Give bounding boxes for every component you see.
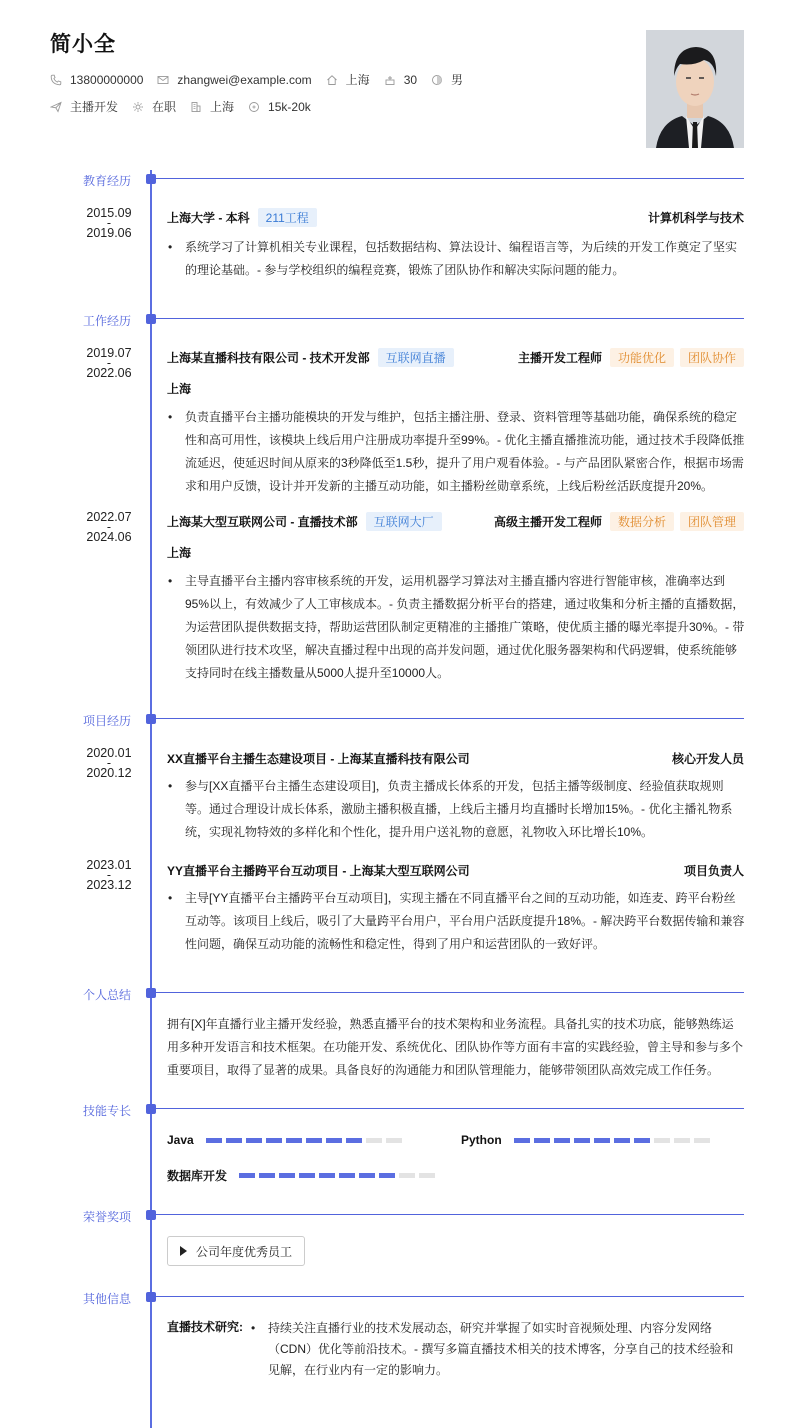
- section-marker: [146, 1292, 156, 1302]
- section-title-work: 工作经历: [83, 314, 132, 328]
- candidate-name: 简小全: [50, 33, 116, 56]
- skill-level-segment: [554, 1138, 570, 1143]
- honor-label: 公司年度优秀员工: [196, 1244, 293, 1259]
- skill-level-segment: [634, 1138, 650, 1143]
- project-header: [167, 750, 744, 767]
- status-value: 在职: [152, 100, 177, 114]
- skill-level-segment: [266, 1138, 282, 1143]
- skill-tag: 功能优化: [610, 348, 674, 367]
- job-role: 高级主播开发工程师: [493, 515, 602, 529]
- email-value: zhangwei@example.com: [177, 72, 312, 87]
- skill-level-bar: [206, 1138, 406, 1143]
- school-name: 上海大学 - 本科: [167, 211, 250, 225]
- project-description: • 参与[XX直播平台主播生态建设项目]，负责主播成长体系的开发，包括主播等级制度、经验值获取规则等。通过合理设计成长体系，激励主播积极直播，上线后主播月均直播时长增加15%。- 优化主播礼物系统，实现礼物特效的多样化和个性化，提升用户送礼物的意愿，礼物收入环比增长10%。: [167, 775, 745, 844]
- city-value: 上海: [345, 73, 370, 87]
- skill-level-segment: [379, 1173, 395, 1178]
- skill-tag: 数据分析: [610, 512, 674, 531]
- work-header: [167, 348, 744, 367]
- work-city-value: 上海: [210, 100, 235, 114]
- skill-level-segment: [574, 1138, 590, 1143]
- play-icon: [180, 1246, 187, 1256]
- date-end: 2019.06: [86, 226, 132, 240]
- gear-icon: [132, 101, 144, 113]
- skill-level-segment: [206, 1138, 222, 1143]
- section-divider: [156, 1214, 744, 1215]
- coin-icon: [248, 101, 260, 113]
- skill-level-segment: [226, 1138, 242, 1143]
- skill-tag: 团队协作: [680, 348, 744, 367]
- skill-level-segment: [534, 1138, 550, 1143]
- send-icon: [50, 101, 62, 113]
- profile-photo: [646, 30, 744, 148]
- project-role: 核心开发人员: [671, 752, 744, 766]
- skill-level-segment: [694, 1138, 710, 1143]
- education-header: [167, 208, 744, 227]
- date-start: 2015.09: [86, 206, 132, 220]
- skill-level-bar: [239, 1173, 439, 1178]
- work-location: 上海: [167, 546, 192, 560]
- work-description: • 负责直播平台主播功能模块的开发与维护，包括主播注册、登录、资料管理等基础功能，确保系统的稳定性和高可用性，该模块上线后用户注册成功率提升至99%。- 优化主播直播推流功能，通过技术手段降低推流延迟，使延迟时间从原来的3秒降低至1.5秒，提升了用户观看体验。- 与产品团队紧密合作，根据市场需求和用户反馈，设计并开发新的主播互动功能，如主播粉丝勋章系统，上线后粉丝活跃度提升20%。: [167, 406, 745, 498]
- job-role: 主播开发工程师: [517, 351, 602, 365]
- section-title-summary: 个人总结: [83, 988, 132, 1002]
- education-description: • 系统学习了计算机相关专业课程，包括数据结构、算法设计、编程语言等，为后续的开发工作奠定了坚实的理论基础。- 参与学校组织的编程竞赛，锻炼了团队协作和解决实际问题的能力。: [167, 236, 745, 282]
- timeline-line: [150, 170, 152, 1428]
- skill-level-segment: [614, 1138, 630, 1143]
- skill-level-segment: [359, 1173, 375, 1178]
- skill-level-segment: [246, 1138, 262, 1143]
- skill-tag: 团队管理: [680, 512, 744, 531]
- project-dates: 2020.01 - 2020.12: [80, 747, 138, 779]
- section-divider: [156, 318, 744, 319]
- salary-item: [248, 100, 311, 114]
- phone-item: [50, 73, 143, 87]
- contact-row: [50, 71, 477, 88]
- skill-level-segment: [279, 1173, 295, 1178]
- other-label: 直播技术研究:: [167, 1320, 243, 1334]
- section-title-project: 项目经历: [83, 714, 132, 728]
- section-title-education: 教育经历: [83, 174, 132, 188]
- section-title-honors: 荣誉奖项: [83, 1210, 132, 1224]
- skill-level-segment: [259, 1173, 275, 1178]
- date-start: 2020.01: [86, 746, 132, 760]
- skill-name: 数据库开发: [167, 1169, 228, 1183]
- email-icon: [157, 74, 169, 86]
- section-divider: [156, 718, 744, 719]
- school-tag: 211工程: [258, 208, 317, 227]
- date-end: 2020.12: [86, 766, 132, 780]
- skill-level-segment: [306, 1138, 322, 1143]
- skill-level-segment: [674, 1138, 690, 1143]
- education-dates: 2015.09 - 2019.06: [80, 207, 138, 239]
- skill-level-segment: [339, 1173, 355, 1178]
- date-start: 2022.07: [86, 510, 132, 524]
- summary-text: 拥有[X]年直播行业主播开发经验，熟悉直播平台的技术架构和业务流程。具备扎实的技术功底，能够熟练运用多种开发语言和技术框架。在功能开发、系统优化、团队协作等方面有丰富的实践经验，曾主导和参与多个重要项目，取得了显著的成果。具备良好的沟通能力和团队管理能力，能够带领团队高效完成工作任务。: [167, 1017, 744, 1077]
- section-divider: [156, 178, 744, 179]
- skill-item: [461, 1133, 714, 1147]
- project-name: YY直播平台主播跨平台互动项目 - 上海某大型互联网公司: [167, 864, 470, 878]
- gender-item: [431, 71, 463, 88]
- skill-item: [167, 1133, 406, 1147]
- work-description: • 主导直播平台主播内容审核系统的开发，运用机器学习算法对主播直播内容进行智能审核，准确率达到95%以上，有效减少了人工审核成本。- 负责主播数据分析平台的搭建，通过收集和分析主播的直播数据，为运营团队提供数据支持，帮助运营团队制定更精准的主播推广策略，使优质主播的曝光率提升30%。- 带领团队进行技术攻坚，解决直播过程中出现的高并发问题，通过优化服务器架构和代码逻辑，使系统能够支持同时在线主播数量从5000人提升至10000人。: [167, 570, 745, 685]
- cake-icon: [384, 74, 396, 86]
- skill-level-segment: [319, 1173, 335, 1178]
- company-name: 上海某大型互联网公司 - 直播技术部: [167, 515, 358, 529]
- age-item: [384, 73, 417, 87]
- gender-icon: [431, 74, 443, 86]
- building-icon: [190, 101, 202, 113]
- date-end: 2022.06: [86, 366, 132, 380]
- project-role: 项目负责人: [683, 864, 744, 878]
- section-title-other: 其他信息: [83, 1292, 132, 1306]
- section-marker: [146, 174, 156, 184]
- work-city-item: [190, 98, 234, 115]
- status-item: [132, 98, 176, 115]
- project-name: XX直播平台主播生态建设项目 - 上海某直播科技有限公司: [167, 752, 470, 766]
- work-location: 上海: [167, 382, 192, 396]
- company-tag: 互联网直播: [378, 348, 454, 367]
- skill-level-segment: [419, 1173, 435, 1178]
- home-icon: [326, 74, 338, 86]
- email-item: [157, 73, 311, 87]
- section-divider: [156, 1296, 744, 1297]
- date-start: 2019.07: [86, 346, 132, 360]
- age-value: 30: [403, 72, 418, 87]
- skill-level-segment: [326, 1138, 342, 1143]
- section-divider: [156, 1108, 744, 1109]
- section-marker: [146, 1104, 156, 1114]
- section-divider: [156, 992, 744, 993]
- skill-level-segment: [514, 1138, 530, 1143]
- skill-level-segment: [286, 1138, 302, 1143]
- skill-level-bar: [514, 1138, 714, 1143]
- section-marker: [146, 714, 156, 724]
- project-dates: 2023.01 - 2023.12: [80, 859, 138, 891]
- salary-value: 15k-20k: [268, 99, 311, 114]
- skill-level-segment: [386, 1138, 402, 1143]
- skill-level-segment: [654, 1138, 670, 1143]
- work-dates: 2022.07 - 2024.06: [80, 511, 138, 543]
- skill-name: Python: [461, 1133, 502, 1147]
- work-dates: 2019.07 - 2022.06: [80, 347, 138, 379]
- project-header: [167, 862, 744, 879]
- skill-level-segment: [299, 1173, 315, 1178]
- work-header: [167, 512, 744, 531]
- date-end: 2023.12: [86, 878, 132, 892]
- resume-header: [50, 28, 750, 158]
- skill-level-segment: [239, 1173, 255, 1178]
- section-marker: [146, 988, 156, 998]
- major: 计算机科学与技术: [647, 211, 744, 225]
- project-description: • 主导[YY直播平台主播跨平台互动项目]，实现主播在不同直播平台之间的互动功能，如连麦、跨平台粉丝互动等。该项目上线后，吸引了大量跨平台用户，平台用户活跃度提升18%。- 解决跨平台数据传输和兼容性问题，确保互动功能的流畅性和稳定性，得到了用户和运营团队的一致好评。: [167, 887, 745, 956]
- date-end: 2024.06: [86, 530, 132, 544]
- company-tag: 互联网大厂: [366, 512, 442, 531]
- section-title-skills: 技能专长: [83, 1104, 132, 1118]
- skill-level-segment: [346, 1138, 362, 1143]
- skill-level-segment: [399, 1173, 415, 1178]
- skill-level-segment: [594, 1138, 610, 1143]
- honor-badge: [167, 1236, 305, 1266]
- section-marker: [146, 314, 156, 324]
- phone-icon: [50, 74, 62, 86]
- section-marker: [146, 1210, 156, 1220]
- job-item: [50, 98, 118, 115]
- date-start: 2023.01: [86, 858, 132, 872]
- other-description: • 持续关注直播行业的技术发展动态，研究并掌握了如实时音视频处理、内容分发网络（CDN）优化等前沿技术。- 撰写多篇直播技术相关的技术博客，分享自己的技术经验和见解，在行业内有一定的影响力。: [250, 1318, 744, 1381]
- city-item: [326, 71, 370, 88]
- skill-item: [167, 1167, 439, 1184]
- job-value: 主播开发: [70, 100, 119, 114]
- company-name: 上海某直播科技有限公司 - 技术开发部: [167, 351, 370, 365]
- gender-value: 男: [451, 73, 464, 87]
- skill-name: Java: [167, 1133, 194, 1147]
- skill-level-segment: [366, 1138, 382, 1143]
- phone-value: 13800000000: [70, 72, 144, 87]
- job-row: [50, 98, 325, 115]
